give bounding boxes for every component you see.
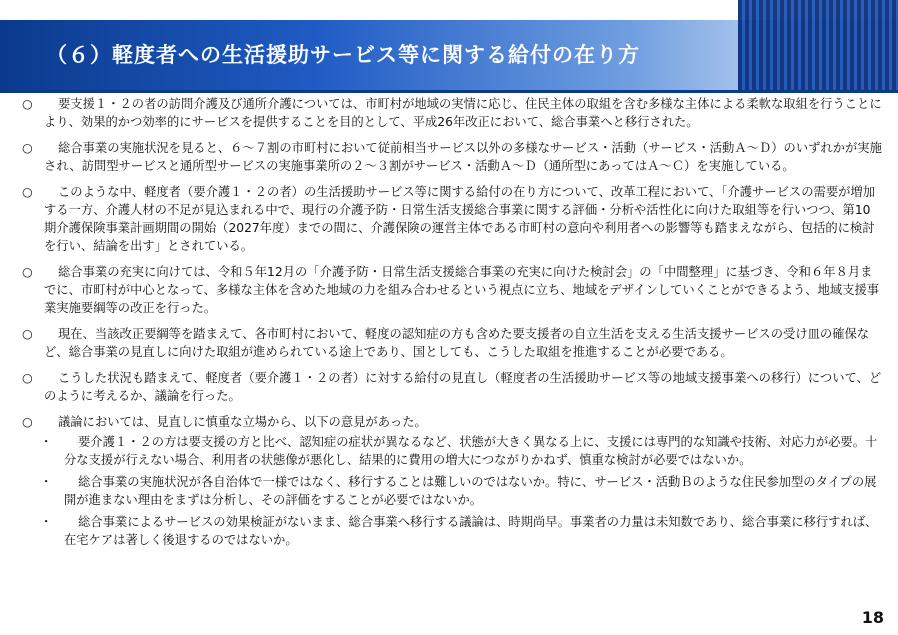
paragraph-1: [22, 95, 882, 131]
paragraph-text: 要支援１・２の者の訪問介護及び通所介護については、市町村が地域の実情に応じ、住民主体の取組を含む多様な主体による柔軟な取組を行うことにより、効果的かつ効率的にサービスを提供することを目的として、平成26年改正において、総合事業へと移行された。: [44, 97, 882, 129]
paragraph-7: [22, 413, 882, 431]
opinion-item-3: [22, 513, 882, 549]
paragraph-text: 総合事業の実施状況を見ると、６～７割の市町村において従前相当サービス以外の多様なサービス・活動（サービス・活動Ａ～Ｄ）のいずれかが実施され、訪問型サービスと通所型サービスの実施事業所の２～３割がサービス・活動Ａ～Ｄ（通所型にあってはＡ～Ｃ）を実施している。: [44, 141, 882, 173]
dot-bullet: ・: [40, 515, 53, 529]
paragraph-text: 総合事業の充実に向けては、令和５年12月の「介護予防・日常生活支援総合事業の充実に向けた検討会」の「中間整理」に基づき、令和６年８月までに、市町村が中心となって、多様な主体を含めた地域の力を組み合わせるという視点に立ち、地域をデザインしていくことができるよう、地域支援事業実施要綱等の改正を行った。: [44, 265, 880, 315]
circle-bullet: ○: [22, 141, 33, 155]
paragraph-3: [22, 183, 882, 255]
header-rule: [0, 90, 898, 93]
slide-header: [0, 0, 898, 104]
dot-bullet: ・: [40, 435, 53, 449]
paragraph-text: 議論においては、見直しに慎重な立場から、以下の意見があった。: [58, 415, 427, 429]
circle-bullet: ○: [22, 185, 33, 199]
paragraph-5: [22, 325, 882, 361]
opinion-item-2: [22, 473, 882, 509]
paragraph-text: 現在、当該改正要綱等を踏まえて、各市町村において、軽度の認知症の方も含めた要支援者の自立生活を支える生活支援サービスの受け皿の確保など、総合事業の見直しに向けた取組が進められている途上であり、国としても、こうした取組を推進することが必要である。: [44, 327, 870, 359]
circle-bullet: ○: [22, 327, 33, 341]
opinion-item-1: [22, 433, 882, 469]
slide-body: [22, 95, 882, 553]
paragraph-text: こうした状況も踏まえて、軽度者（要介護１・２の者）に対する給付の見直し（軽度者の生活援助サービス等の地域支援事業への移行）について、どのように考えるか、議論を行った。: [44, 371, 882, 403]
paragraph-4: [22, 263, 882, 317]
opinion-text: 総合事業の実施状況が各自治体で一様ではなく、移行することは難しいのではないか。特に、サービス・活動Ｂのような住民参加型のタイプの展開が進まない理由をまずは分析し、その評価をすることが必要ではないか。: [64, 475, 877, 507]
dot-bullet: ・: [40, 475, 53, 489]
circle-bullet: ○: [22, 371, 33, 385]
paragraph-6: [22, 369, 882, 405]
header-accent-stripes: [738, 0, 898, 90]
slide-title: （６）軽度者への生活援助サービス等に関する給付の在り方: [46, 43, 640, 67]
opinion-text: 要介護１・２の方は要支援の方と比べ、認知症の症状が異なるなど、状態が大きく異なる上に、支援には専門的な知識や技術、対応力が必要。十分な支援が行えない場合、利用者の状態像が悪化し、結果的に費用の増大につながりかねず、慎重な検討が必要ではないか。: [64, 435, 878, 467]
circle-bullet: ○: [22, 97, 33, 111]
page-number: 18: [861, 608, 884, 627]
circle-bullet: ○: [22, 415, 33, 429]
opinion-text: 総合事業によるサービスの効果検証がないまま、総合事業へ移行する議論は、時期尚早。事業者の力量は未知数であり、総合事業に移行すれば、在宅ケアは著しく後退するのではないか。: [64, 515, 878, 547]
paragraph-text: このような中、軽度者（要介護１・２の者）の生活援助サービス等に関する給付の在り方について、改革工程において、「介護サービスの需要が増加する一方、介護人材の不足が見込まれる中で、現行の介護予防・日常生活支援総合事業に関する評価・分析や活性化に向けた取組等を行いつつ、第10期介護保険事業計画期間の開始（2027年度）までの間に、介護保険の運営主体である市町村の意向や利用者への影響等も踏まえながら、包括的に検討を行い、結論を出す」とされている。: [44, 185, 876, 253]
paragraph-2: [22, 139, 882, 175]
circle-bullet: ○: [22, 265, 33, 279]
